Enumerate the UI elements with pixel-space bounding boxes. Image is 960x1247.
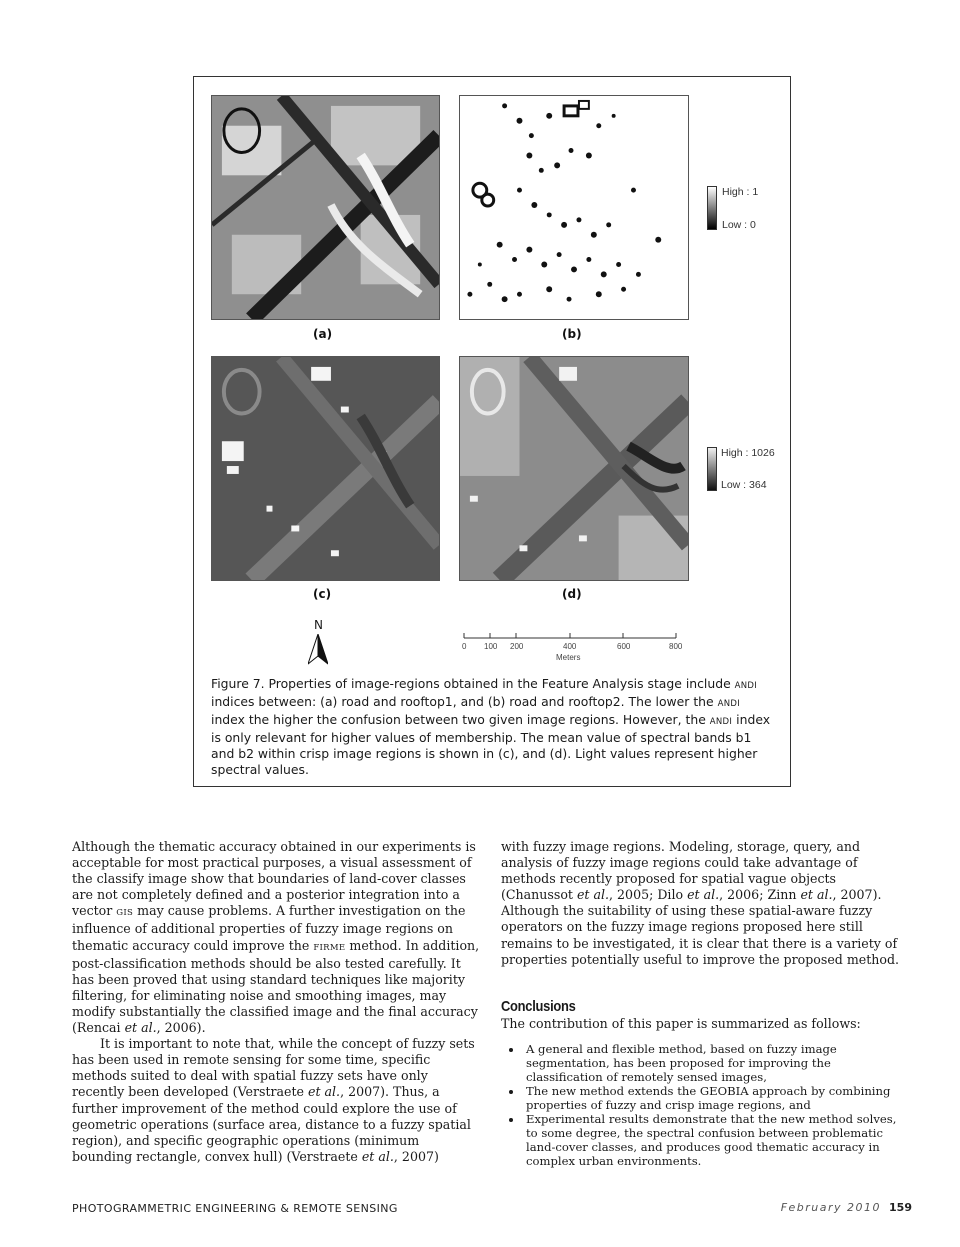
caption-text: index is only relevant for higher values of membership. The mean value of spectral bands b1 and b2 within crisp image regions is shown in (c), and (d). Light values represent higher spectral values. bbox=[211, 712, 771, 777]
scale-tick-200: 200 bbox=[510, 642, 524, 651]
figure-panel-d-image bbox=[459, 356, 689, 581]
text: , 2006). bbox=[156, 1020, 206, 1036]
left-paragraph-2 bbox=[72, 1036, 482, 1165]
panel-label-c: (c) bbox=[313, 587, 332, 601]
text: , 2006; Zinn bbox=[719, 887, 801, 903]
text-etal: et al. bbox=[308, 1084, 341, 1100]
text-etal: et al. bbox=[800, 887, 833, 903]
conclusions-heading: Conclusions bbox=[501, 997, 576, 1015]
panel-label-d: (d) bbox=[562, 587, 582, 601]
figure-panel-a-image bbox=[211, 95, 440, 320]
text: , 2007). Although the suitability of using these spatial-aware fuzzy operators on the fuzzy image regions proposed here still remains to be investigated, it is clear that there is a variety of properties potentially useful to improve the proposed method. bbox=[501, 887, 900, 967]
text-etal: et al. bbox=[576, 887, 610, 903]
caption-text: Figure 7. Properties of image-regions obtained in the Feature Analysis stage include bbox=[211, 676, 735, 691]
footer-date: February 2010 bbox=[780, 1201, 882, 1214]
scale-unit: Meters bbox=[556, 653, 581, 662]
figure-panel-b-image bbox=[459, 95, 689, 320]
panel-label-a: (a) bbox=[313, 327, 333, 341]
right-column bbox=[501, 839, 911, 1168]
scale-tick-0: 0 bbox=[462, 642, 467, 651]
text: It is important to note that, while the concept of fuzzy sets has been used in remote sensing for some time, specific methods suited to deal with spatial fuzzy sets have only recently been developed (Verstraete bbox=[72, 1036, 475, 1100]
caption-andi: ANDI bbox=[709, 717, 733, 727]
text-etal: et al. bbox=[687, 887, 720, 903]
text: , 2007) bbox=[393, 1148, 439, 1164]
footer-journal: PHOTOGRAMMETRIC ENGINEERING & REMOTE SENSING bbox=[72, 1202, 398, 1215]
right-paragraph-1 bbox=[501, 839, 911, 968]
list-item: • The new method extends the GEOBIA approach by combining properties of fuzzy and crisp image regions, and bbox=[523, 1084, 911, 1112]
left-column bbox=[72, 839, 482, 1165]
text: Although the thematic accuracy obtained in our experiments is acceptable for most practical purposes, a visual assessment of the classify image show that boundaries of land-cover classes are not completely defined and a posterior integration into a vector bbox=[72, 839, 476, 919]
text-etal: et al. bbox=[124, 1020, 157, 1036]
caption-text: indices between: (a) road and rooftop1, and (b) road and rooftop2. The lower the bbox=[211, 694, 718, 709]
scale-tick-100: 100 bbox=[484, 642, 498, 651]
footer-page-number: 159 bbox=[889, 1201, 912, 1214]
scale-tick-800: 800 bbox=[669, 642, 683, 651]
conclusions-list bbox=[501, 1042, 911, 1168]
legend-gradient-top bbox=[707, 186, 717, 230]
text-etal: et al. bbox=[361, 1148, 394, 1164]
legend-top-low: Low : 0 bbox=[722, 219, 756, 231]
caption-text: index the higher the confusion between two given image regions. However, the bbox=[211, 712, 710, 727]
text: with fuzzy image regions. Modeling, storage, query, and analysis of fuzzy image regions could take advantage of methods recently proposed for spatial vague objects (Chanussot bbox=[501, 839, 861, 903]
conclusions-intro: The contribution of this paper is summarized as follows: bbox=[501, 1015, 861, 1031]
north-label: N bbox=[314, 618, 323, 632]
text-gis: GIS bbox=[116, 908, 134, 919]
text: method. In addition, post-classification methods should be also tested carefully. It has been proved that using standard techniques like majority filtering, for eliminating noise and smoothing images, may modify substantially the classified image and the final accuracy (Rencai bbox=[72, 937, 480, 1036]
legend-top-high: High : 1 bbox=[722, 186, 759, 198]
list-item: • A general and flexible method, based on fuzzy image segmentation, has been proposed for improving the classification of remotely sensed images, bbox=[523, 1042, 911, 1084]
caption-andi: ANDI bbox=[734, 681, 758, 691]
footer-page-info bbox=[781, 1201, 912, 1214]
text: may cause problems. A further investigation on the influence of additional properties of fuzzy image regions on thematic accuracy could improve the bbox=[72, 903, 466, 953]
north-arrow-icon bbox=[308, 634, 328, 666]
left-paragraph-1 bbox=[72, 839, 482, 1036]
scale-tick-400: 400 bbox=[563, 642, 577, 651]
text: , 2005; Dilo bbox=[609, 887, 688, 903]
list-item: • Experimental results demonstrate that the new method solves, to some degree, the spectral confusion between problematic land-cover classes, and produces good thematic accuracy in complex urban environments. bbox=[523, 1112, 911, 1168]
figure-panel-c-image bbox=[211, 356, 440, 581]
legend-bottom-low: Low : 364 bbox=[721, 479, 767, 491]
legend-bottom-high: High : 1026 bbox=[721, 447, 775, 459]
text: , 2007). Thus, a further improvement of the method could explore the use of geometric operations (surface area, distance to a fuzzy spatial region), and specific geographic operations (minimum bounding rectangle, convex hull) (Verstraete bbox=[72, 1084, 471, 1164]
caption-andi: ANDI bbox=[717, 699, 741, 709]
scale-tick-600: 600 bbox=[617, 642, 631, 651]
legend-gradient-bottom bbox=[707, 447, 717, 491]
text-firme: FIRME bbox=[313, 942, 346, 953]
figure-caption bbox=[211, 676, 771, 778]
panel-label-b: (b) bbox=[562, 327, 582, 341]
